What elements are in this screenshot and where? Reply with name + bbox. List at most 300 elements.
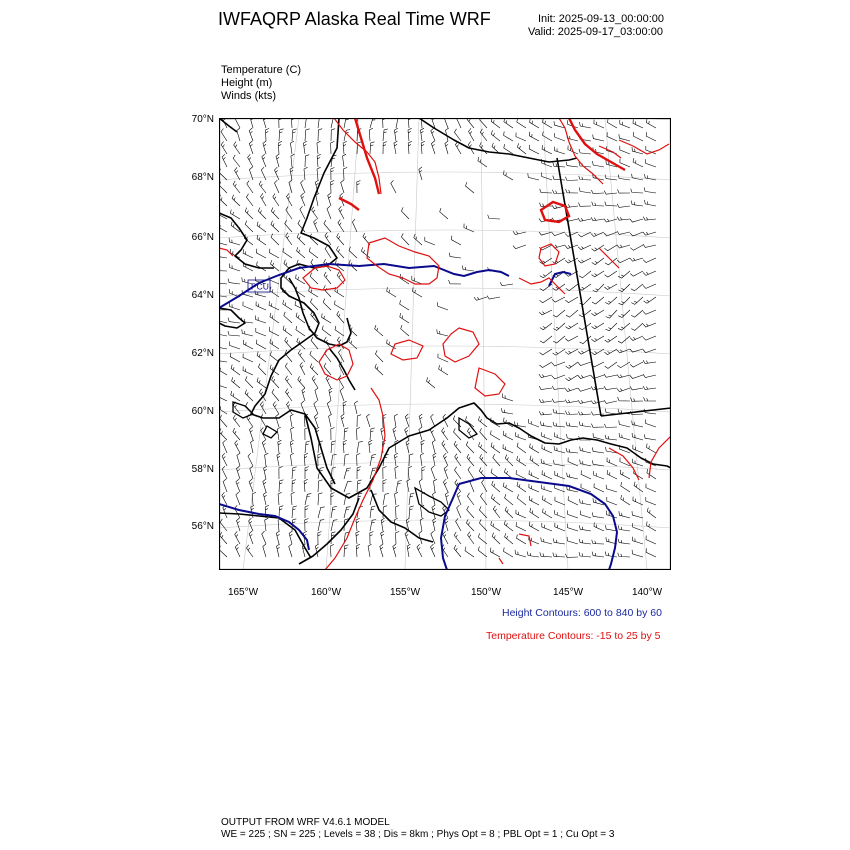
wind-barb: [454, 129, 461, 141]
wind-barb: [219, 357, 227, 363]
wind-barb: [646, 484, 656, 492]
wind-barb: [619, 433, 630, 440]
wind-barb: [229, 303, 240, 311]
wind-barb: [261, 167, 266, 180]
wind-barb: [607, 497, 617, 505]
init-time: Init: 2025-09-13_00:00:00: [538, 13, 664, 25]
wind-barb: [265, 453, 269, 466]
wind-barb: [271, 221, 279, 232]
wind-barb: [394, 128, 398, 141]
wind-barb: [542, 496, 552, 505]
wind-barb: [395, 492, 399, 505]
footer-model: OUTPUT FROM WRF V4.6.1 MODEL: [221, 817, 390, 828]
wind-barb: [356, 518, 360, 531]
wind-barb: [618, 539, 630, 544]
wind-barb: [400, 313, 409, 323]
wind-barb: [591, 232, 604, 237]
wind-barb: [219, 195, 227, 206]
wind-barb: [646, 497, 656, 505]
wind-barb: [630, 375, 643, 379]
wind-barb: [442, 441, 448, 453]
wind-barb: [300, 206, 305, 219]
wind-barb: [344, 507, 351, 518]
wind-barb: [431, 141, 435, 154]
wind-barb: [618, 526, 630, 532]
wind-barb: [314, 219, 318, 232]
wind-barb: [643, 336, 656, 340]
wind-barb: [591, 401, 604, 404]
wind-barb: [646, 119, 656, 128]
wind-barb: [565, 258, 578, 263]
wind-barb: [408, 466, 412, 479]
wind-barb: [344, 468, 351, 479]
wind-barb: [619, 420, 630, 427]
wind-barb: [375, 325, 383, 336]
wind-barb: [565, 349, 578, 354]
wind-barb: [284, 312, 292, 323]
wind-barb: [592, 258, 604, 265]
wind-barb: [340, 388, 344, 401]
wind-barb: [329, 388, 332, 401]
wind-barb: [541, 537, 552, 544]
wind-barb: [578, 375, 591, 379]
wind-barb: [578, 362, 591, 366]
wind-barb: [331, 180, 335, 193]
wind-barb: [592, 323, 605, 329]
wind-barb: [581, 470, 591, 479]
wind-barb: [579, 203, 592, 207]
wind-barb: [283, 248, 292, 258]
wind-barb: [305, 506, 309, 519]
wind-barb: [262, 440, 266, 453]
wind-barb: [607, 470, 617, 479]
wind-barb: [604, 245, 617, 251]
wind-barb: [553, 349, 565, 355]
wind-barb: [552, 297, 565, 302]
wind-barb: [286, 389, 293, 401]
wind-barb: [503, 431, 513, 440]
wind-barb: [617, 231, 630, 234]
wind-barb: [555, 523, 565, 531]
wind-barb: [296, 326, 305, 336]
wind-barb: [250, 118, 253, 128]
wind-barb: [552, 362, 565, 366]
wind-barb: [467, 454, 474, 466]
wind-barb: [370, 118, 377, 128]
wind-barb: [630, 336, 643, 341]
wind-barb: [553, 422, 565, 427]
wind-barb: [620, 120, 630, 128]
wind-barb: [323, 299, 331, 310]
wind-barb: [578, 245, 591, 250]
wind-barb: [305, 467, 309, 479]
wind-barb: [513, 245, 526, 249]
wind-barb: [539, 232, 552, 235]
wind-barb: [337, 311, 344, 323]
wind-barb: [442, 428, 448, 440]
wind-barb: [235, 118, 240, 128]
wind-barb: [421, 141, 425, 154]
wind-barb: [491, 130, 500, 141]
wind-barb: [643, 258, 656, 263]
wind-barb: [409, 506, 414, 518]
wind-barb: [243, 340, 253, 349]
wind-barb: [367, 414, 371, 427]
wind-barb: [405, 414, 409, 427]
wind-barb: [431, 414, 435, 427]
wind-barb: [647, 469, 656, 479]
wind-barb: [331, 428, 335, 441]
wind-barb: [566, 162, 578, 167]
wind-barb: [381, 531, 384, 544]
wind-barb: [341, 414, 344, 427]
wind-barb: [304, 453, 308, 466]
map-title: IWFAQRP Alaska Real Time WRF: [218, 9, 491, 29]
wind-barb: [631, 310, 643, 317]
wind-barb: [248, 154, 253, 167]
wind-barb: [604, 374, 617, 377]
wind-barb: [344, 454, 349, 466]
wind-barb: [580, 447, 591, 454]
wind-barb: [219, 291, 227, 297]
wind-barb: [504, 171, 514, 181]
wind-barb: [283, 300, 292, 310]
wind-barb: [643, 271, 656, 275]
wind-barb: [491, 494, 500, 505]
wind-barb: [338, 220, 344, 232]
wind-barb: [237, 453, 240, 466]
wind-barb: [251, 440, 254, 453]
wind-barb: [279, 129, 284, 141]
wind-barb: [618, 397, 630, 401]
wind-barb: [633, 119, 643, 128]
wind-barb: [243, 354, 253, 363]
wind-barb: [237, 128, 240, 141]
wind-barb: [594, 483, 604, 492]
wind-barb: [409, 454, 413, 466]
wind-barb: [277, 544, 280, 557]
wind-barb: [393, 427, 396, 440]
wind-barb: [380, 544, 383, 557]
wind-barb: [272, 376, 279, 388]
wind-barb: [479, 519, 487, 531]
wind-barb: [630, 219, 643, 222]
wind-barb: [273, 402, 279, 415]
wind-barb: [646, 132, 656, 141]
wind-barb: [257, 352, 266, 362]
wind-barb: [440, 208, 448, 219]
wind-barb: [579, 149, 591, 154]
wind-barb: [422, 467, 426, 480]
wind-barb: [591, 386, 604, 390]
wind-barb: [290, 440, 294, 453]
wind-barb: [396, 481, 402, 493]
wind-barb: [592, 512, 604, 518]
wind-barb: [592, 297, 604, 304]
wind-barb: [343, 154, 347, 167]
wind-barb: [257, 261, 266, 271]
wind-barb: [632, 550, 643, 557]
wind-barb: [468, 467, 474, 480]
wind-barb: [579, 552, 591, 557]
wind-barb: [513, 231, 526, 234]
wind-barb: [630, 386, 643, 390]
wind-barb: [266, 128, 270, 141]
wind-barb: [256, 340, 266, 349]
wind-barb: [263, 141, 266, 154]
wind-barb: [643, 360, 656, 363]
wind-barb: [219, 330, 227, 336]
wind-barb: [289, 544, 292, 557]
wind-barb: [617, 217, 630, 221]
wind-barb: [566, 448, 578, 453]
wind-barb: [466, 442, 474, 454]
wind-barb: [285, 363, 292, 375]
wind-barb: [230, 353, 240, 362]
wind-barb: [370, 454, 376, 466]
wind-barb: [502, 394, 513, 402]
wind-barb: [592, 202, 604, 206]
wind-barb: [504, 131, 513, 141]
wind-barb: [517, 118, 526, 128]
wind-barb: [297, 234, 305, 245]
wind-barb: [245, 208, 253, 219]
wind-barb: [343, 141, 347, 154]
wind-barb: [644, 397, 657, 401]
wind-barb: [247, 545, 254, 557]
wind-barb: [278, 492, 282, 505]
wind-barb: [263, 118, 266, 128]
wind-barb: [504, 548, 514, 558]
field-height: Height (m): [221, 77, 273, 89]
wind-barb: [482, 479, 487, 492]
wind-barb: [578, 388, 591, 391]
wind-barb: [646, 159, 657, 167]
wind-barb: [383, 118, 387, 128]
wind-barb: [305, 155, 309, 167]
wind-barb: [421, 440, 425, 453]
wind-barb: [606, 485, 617, 492]
wind-barb: [565, 388, 578, 392]
station-label: PCU: [251, 281, 269, 292]
wind-barb: [445, 492, 448, 505]
wind-barb: [290, 453, 293, 466]
wind-barb: [643, 323, 656, 327]
wind-barb: [250, 427, 254, 440]
wind-barb: [530, 443, 539, 453]
wind-barb: [566, 362, 578, 368]
wind-barb: [643, 284, 656, 288]
wind-barb: [262, 531, 266, 544]
wind-barb: [579, 188, 591, 194]
wind-barb: [230, 341, 241, 349]
wind-barb: [457, 492, 461, 505]
wind-barb: [255, 316, 266, 324]
wind-barb: [409, 493, 414, 505]
wind-barb: [619, 297, 630, 305]
wind-barb: [529, 522, 539, 531]
wind-barb: [344, 118, 350, 128]
wind-barb: [271, 260, 280, 271]
wind-barb: [565, 204, 578, 208]
wind-barb: [504, 521, 513, 532]
wind-barb: [401, 207, 409, 219]
field-temperature: Temperature (C): [221, 64, 302, 76]
wind-barb: [618, 553, 630, 557]
wind-barb: [357, 415, 361, 427]
wind-barb: [317, 167, 321, 180]
wind-barb: [630, 362, 643, 367]
wind-barb: [553, 538, 565, 544]
wind-barb: [324, 272, 331, 284]
wind-barb: [233, 155, 240, 167]
wind-barb: [219, 182, 227, 193]
wind-barb: [530, 508, 539, 518]
wind-barb: [604, 219, 617, 222]
wind-barb: [261, 193, 267, 206]
wind-barb: [578, 258, 591, 263]
wind-barb: [632, 537, 643, 544]
wind-barb: [316, 193, 319, 206]
wind-barb: [279, 467, 283, 480]
wind-barb: [503, 483, 513, 492]
wind-barb: [605, 202, 617, 206]
wind-barb: [219, 365, 227, 375]
wind-barb: [565, 297, 578, 303]
wind-barb: [604, 424, 617, 428]
wind-barb: [647, 522, 657, 532]
wind-barb: [539, 411, 552, 415]
wind-barb: [579, 176, 591, 180]
wind-barb: [291, 427, 295, 440]
wind-barb: [516, 522, 526, 531]
wind-barb: [222, 453, 227, 466]
wind-barb: [490, 548, 500, 557]
wind-barb: [437, 329, 448, 336]
wind-barb: [578, 411, 591, 415]
wind-barb: [324, 285, 331, 297]
wind-barb: [396, 531, 400, 544]
wind-barb: [375, 350, 383, 362]
wind-barb: [516, 133, 526, 141]
wind-barb: [356, 544, 360, 557]
lat-label-68: 68°N: [191, 172, 214, 183]
wind-barb: [466, 182, 475, 193]
wind-barb: [605, 552, 617, 558]
wind-barb: [646, 548, 656, 557]
wind-barb: [568, 496, 578, 505]
lat-label-62: 62°N: [191, 348, 214, 359]
wind-barb: [605, 409, 617, 414]
wind-barb: [618, 189, 631, 193]
wind-barb: [592, 271, 605, 277]
wind-barb: [256, 249, 266, 258]
wind-barb: [233, 428, 240, 440]
wind-barb: [542, 445, 552, 454]
wind-barb: [220, 519, 227, 531]
wind-barb: [617, 388, 630, 392]
wind-barb: [237, 518, 241, 531]
wind-barb: [480, 428, 487, 440]
wind-barb: [370, 428, 375, 440]
wind-barb: [643, 232, 656, 235]
wind-barb: [591, 424, 604, 428]
wind-barb: [516, 470, 526, 479]
wind-barb: [621, 495, 630, 505]
wind-barb: [645, 419, 656, 427]
wind-barb: [553, 553, 565, 557]
wind-barb: [237, 466, 241, 479]
wind-barb: [221, 129, 227, 142]
wind-barb: [580, 122, 592, 128]
wind-barb: [517, 482, 526, 492]
wind-barb: [480, 454, 487, 466]
wind-barb: [617, 375, 630, 378]
wind-barb: [619, 511, 630, 518]
wind-barb: [264, 466, 267, 479]
wind-barb: [235, 544, 240, 557]
wind-barb: [454, 532, 461, 544]
wind-barb: [408, 118, 412, 128]
wind-barb: [517, 494, 526, 505]
wind-barb: [421, 128, 425, 141]
wind-barb: [370, 142, 375, 154]
wind-barb: [337, 246, 345, 258]
wind-barb: [554, 147, 565, 154]
wind-barb: [592, 245, 604, 251]
wind-barb: [395, 466, 399, 479]
wind-barb: [617, 245, 630, 248]
wind-barb: [604, 284, 617, 290]
wind-barb: [431, 128, 435, 141]
wind-barb: [322, 326, 331, 336]
wind-barb: [401, 233, 409, 245]
wind-barb: [219, 343, 227, 349]
wind-barb: [407, 544, 410, 557]
wind-barb: [591, 190, 604, 194]
wind-barb: [591, 336, 604, 342]
wind-barb: [541, 485, 552, 492]
wind-barb: [290, 414, 293, 427]
wind-barb: [438, 302, 448, 310]
wind-barb: [243, 249, 253, 258]
wind-barb: [529, 484, 539, 492]
wind-barb: [369, 440, 373, 453]
wind-barb: [228, 279, 240, 284]
wind-barb: [631, 323, 643, 330]
lat-label-56: 56°N: [191, 521, 214, 532]
wind-barb: [233, 181, 240, 193]
wind-barb: [480, 142, 487, 154]
wind-barb: [539, 386, 552, 389]
wind-barb: [394, 141, 397, 154]
wind-barb: [552, 386, 565, 390]
wind-barb: [249, 518, 253, 531]
wind-barb: [491, 521, 500, 531]
wind-barb: [543, 509, 553, 519]
wind-barb: [396, 505, 400, 518]
wind-barb: [579, 422, 591, 428]
wind-barb: [231, 210, 241, 220]
wind-barb: [318, 507, 325, 518]
wind-barb: [270, 351, 279, 362]
wind-barb: [567, 524, 578, 531]
wind-barb: [258, 208, 266, 220]
wind-barb: [630, 245, 643, 250]
wind-barb: [310, 273, 318, 284]
wind-barb: [219, 404, 227, 414]
wind-barb: [219, 223, 227, 232]
